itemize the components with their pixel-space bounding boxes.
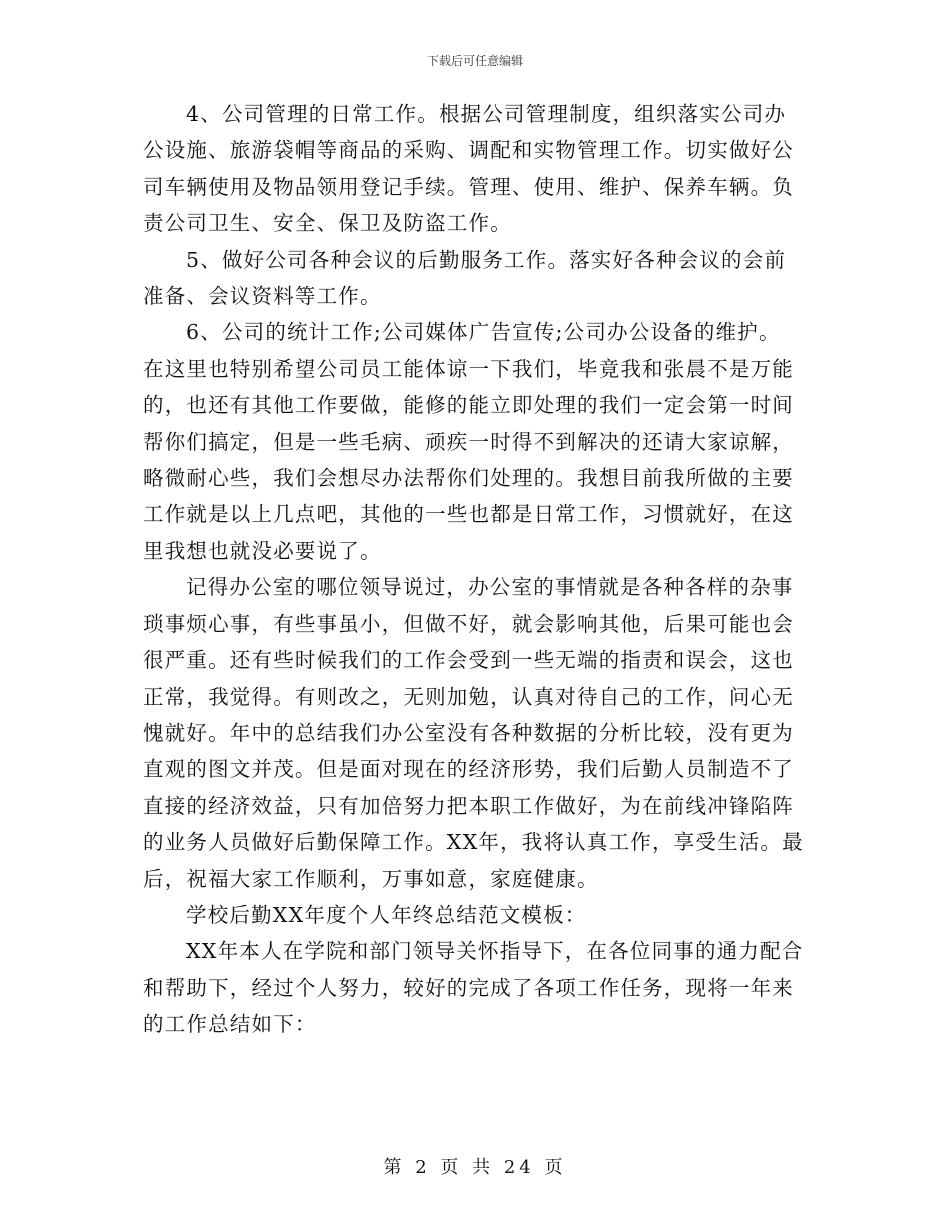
paragraph-item-5: 5、做好公司各种会议的后勤服务工作。落实好各种会议的会前准备、会议资料等工作。 <box>143 247 787 309</box>
document-body <box>143 96 807 1043</box>
page-header: 下载后可任意编辑 <box>426 54 523 68</box>
page-footer: 第 2 页 共 24 页 <box>383 1157 567 1178</box>
paragraph-request: 在这里也特别希望公司员工能体谅一下我们，毕竟我和张晨不是万能的，也还有其他工作要做，能修的能立即处理的我们一定会第一时间帮你们搞定，但是一些毛病、顽疾一时得不到解决的还请大家谅解，略微耐心些，我们会想尽办法帮你们处理的。我想目前我所做的主要工作就是以上几点吧，其他的一些也都是日常工作，习惯就好，在这里我想也就没必要说了。 <box>143 356 794 563</box>
paragraph-intro: XX年本人在学院和部门领导关怀指导下，在各位同事的通力配合和帮助下，经过个人努力，较好的完成了各项工作任务，现将一年来的工作总结如下： <box>143 939 804 1037</box>
paragraph-item-4: 4、公司管理的日常工作。根据公司管理制度，组织落实公司办公设施、旅游袋帽等商品的采购、调配和实物管理工作。切实做好公司车辆使用及物品领用登记手续。管理、使用、维护、保养车辆。负责公司卫生、安全、保卫及防盗工作。 <box>143 102 794 236</box>
paragraph-item-6: 6、公司的统计工作;公司媒体广告宣传;公司办公设备的维护。 <box>186 320 781 345</box>
section-heading: 学校后勤XX年度个人年终总结范文模板： <box>186 902 587 927</box>
paragraph-reflection: 记得办公室的哪位领导说过，办公室的事情就是各种各样的杂事琐事烦心事，有些事虽小，但做不好，就会影响其他，后果可能也会很严重。还有些时候我们的工作会受到一些无端的指责和误会，这也正常，我觉得。有则改之，无则加勉，认真对待自己的工作，问心无愧就好。年中的总结我们办公室没有各种数据的分析比较，没有更为直观的图文并茂。但是面对现在的经济形势，我们后勤人员制造不了直接的经济效益，只有加倍努力把本职工作做好，为在前线冲锋陷阵的业务人员做好后勤保障工作。XX年，我将认真工作，享受生活。最后，祝福大家工作顺利，万事如意，家庭健康。 <box>143 575 804 891</box>
